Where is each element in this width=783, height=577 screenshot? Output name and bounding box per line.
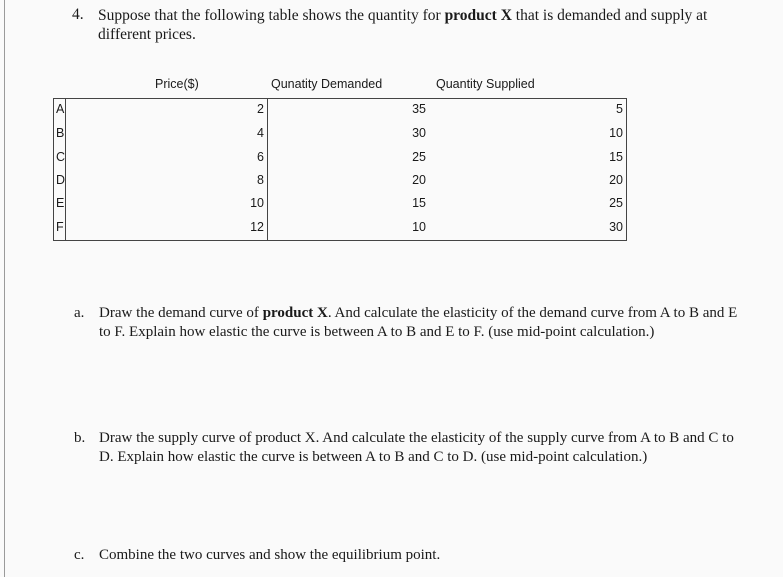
row-label: E (56, 196, 65, 210)
row-price: 8 (257, 173, 264, 187)
row-label: B (56, 126, 65, 140)
row-demanded: 10 (412, 220, 426, 234)
row-label: F (56, 220, 64, 234)
question-text-post: that is demanded and supply at different prices. (98, 7, 708, 43)
question-text-bold: product X (444, 7, 512, 24)
table-bottom-border (53, 240, 627, 241)
row-demanded: 20 (412, 173, 426, 187)
row-price: 4 (257, 126, 264, 140)
row-demanded: 15 (412, 196, 426, 210)
row-price: 10 (250, 196, 264, 210)
part-a-text-post: . And calculate the elasticity of the demand curve from A to B and E to F. Explain how elastic the curve is between A to B and E to F. (use mid-point calculation.) (99, 305, 738, 340)
header-quantity-supplied: Quantity Supplied (436, 77, 535, 91)
price-column-border (267, 98, 268, 241)
header-quantity-demanded: Qunatity Demanded (271, 77, 383, 91)
row-label: D (56, 173, 66, 187)
page-edge-line (4, 0, 5, 577)
row-label: A (56, 102, 65, 116)
part-a-text (99, 304, 749, 341)
row-supplied: 10 (609, 126, 623, 140)
part-c-text: Combine the two curves and show the equilibrium point. (99, 547, 441, 563)
row-supplied: 25 (609, 196, 623, 210)
row-price: 6 (257, 150, 264, 164)
row-demanded: 25 (412, 150, 426, 164)
question-text (98, 6, 758, 44)
part-a-text-pre: Draw the demand curve of (99, 305, 263, 321)
question-text-pre: Suppose that the following table shows the quantity for (98, 7, 445, 24)
row-supplied: 15 (609, 150, 623, 164)
row-price: 12 (250, 220, 264, 234)
row-demanded: 35 (412, 102, 426, 116)
row-demanded: 30 (412, 126, 426, 140)
question-number: 4. (72, 6, 84, 23)
table-top-border (53, 98, 627, 99)
part-a-text-bold: product X (262, 305, 328, 321)
header-price: Price($) (155, 77, 199, 91)
row-supplied: 30 (609, 220, 623, 234)
label-column-border (65, 98, 66, 241)
part-c-label: c. (74, 547, 85, 563)
row-supplied: 5 (616, 102, 623, 116)
row-price: 2 (257, 102, 264, 116)
part-b-text: Draw the supply curve of product X. And calculate the elasticity of the supply curve from A to B and C to D. Explain how elastic the curve is between A to B and C to D. (use mid-point calculation.) (99, 430, 734, 465)
row-label: C (56, 150, 66, 164)
row-supplied: 20 (609, 173, 623, 187)
table-right-border (626, 98, 627, 241)
table-left-border (53, 98, 54, 241)
part-b-label: b. (74, 430, 86, 446)
part-a-label: a. (74, 305, 85, 321)
